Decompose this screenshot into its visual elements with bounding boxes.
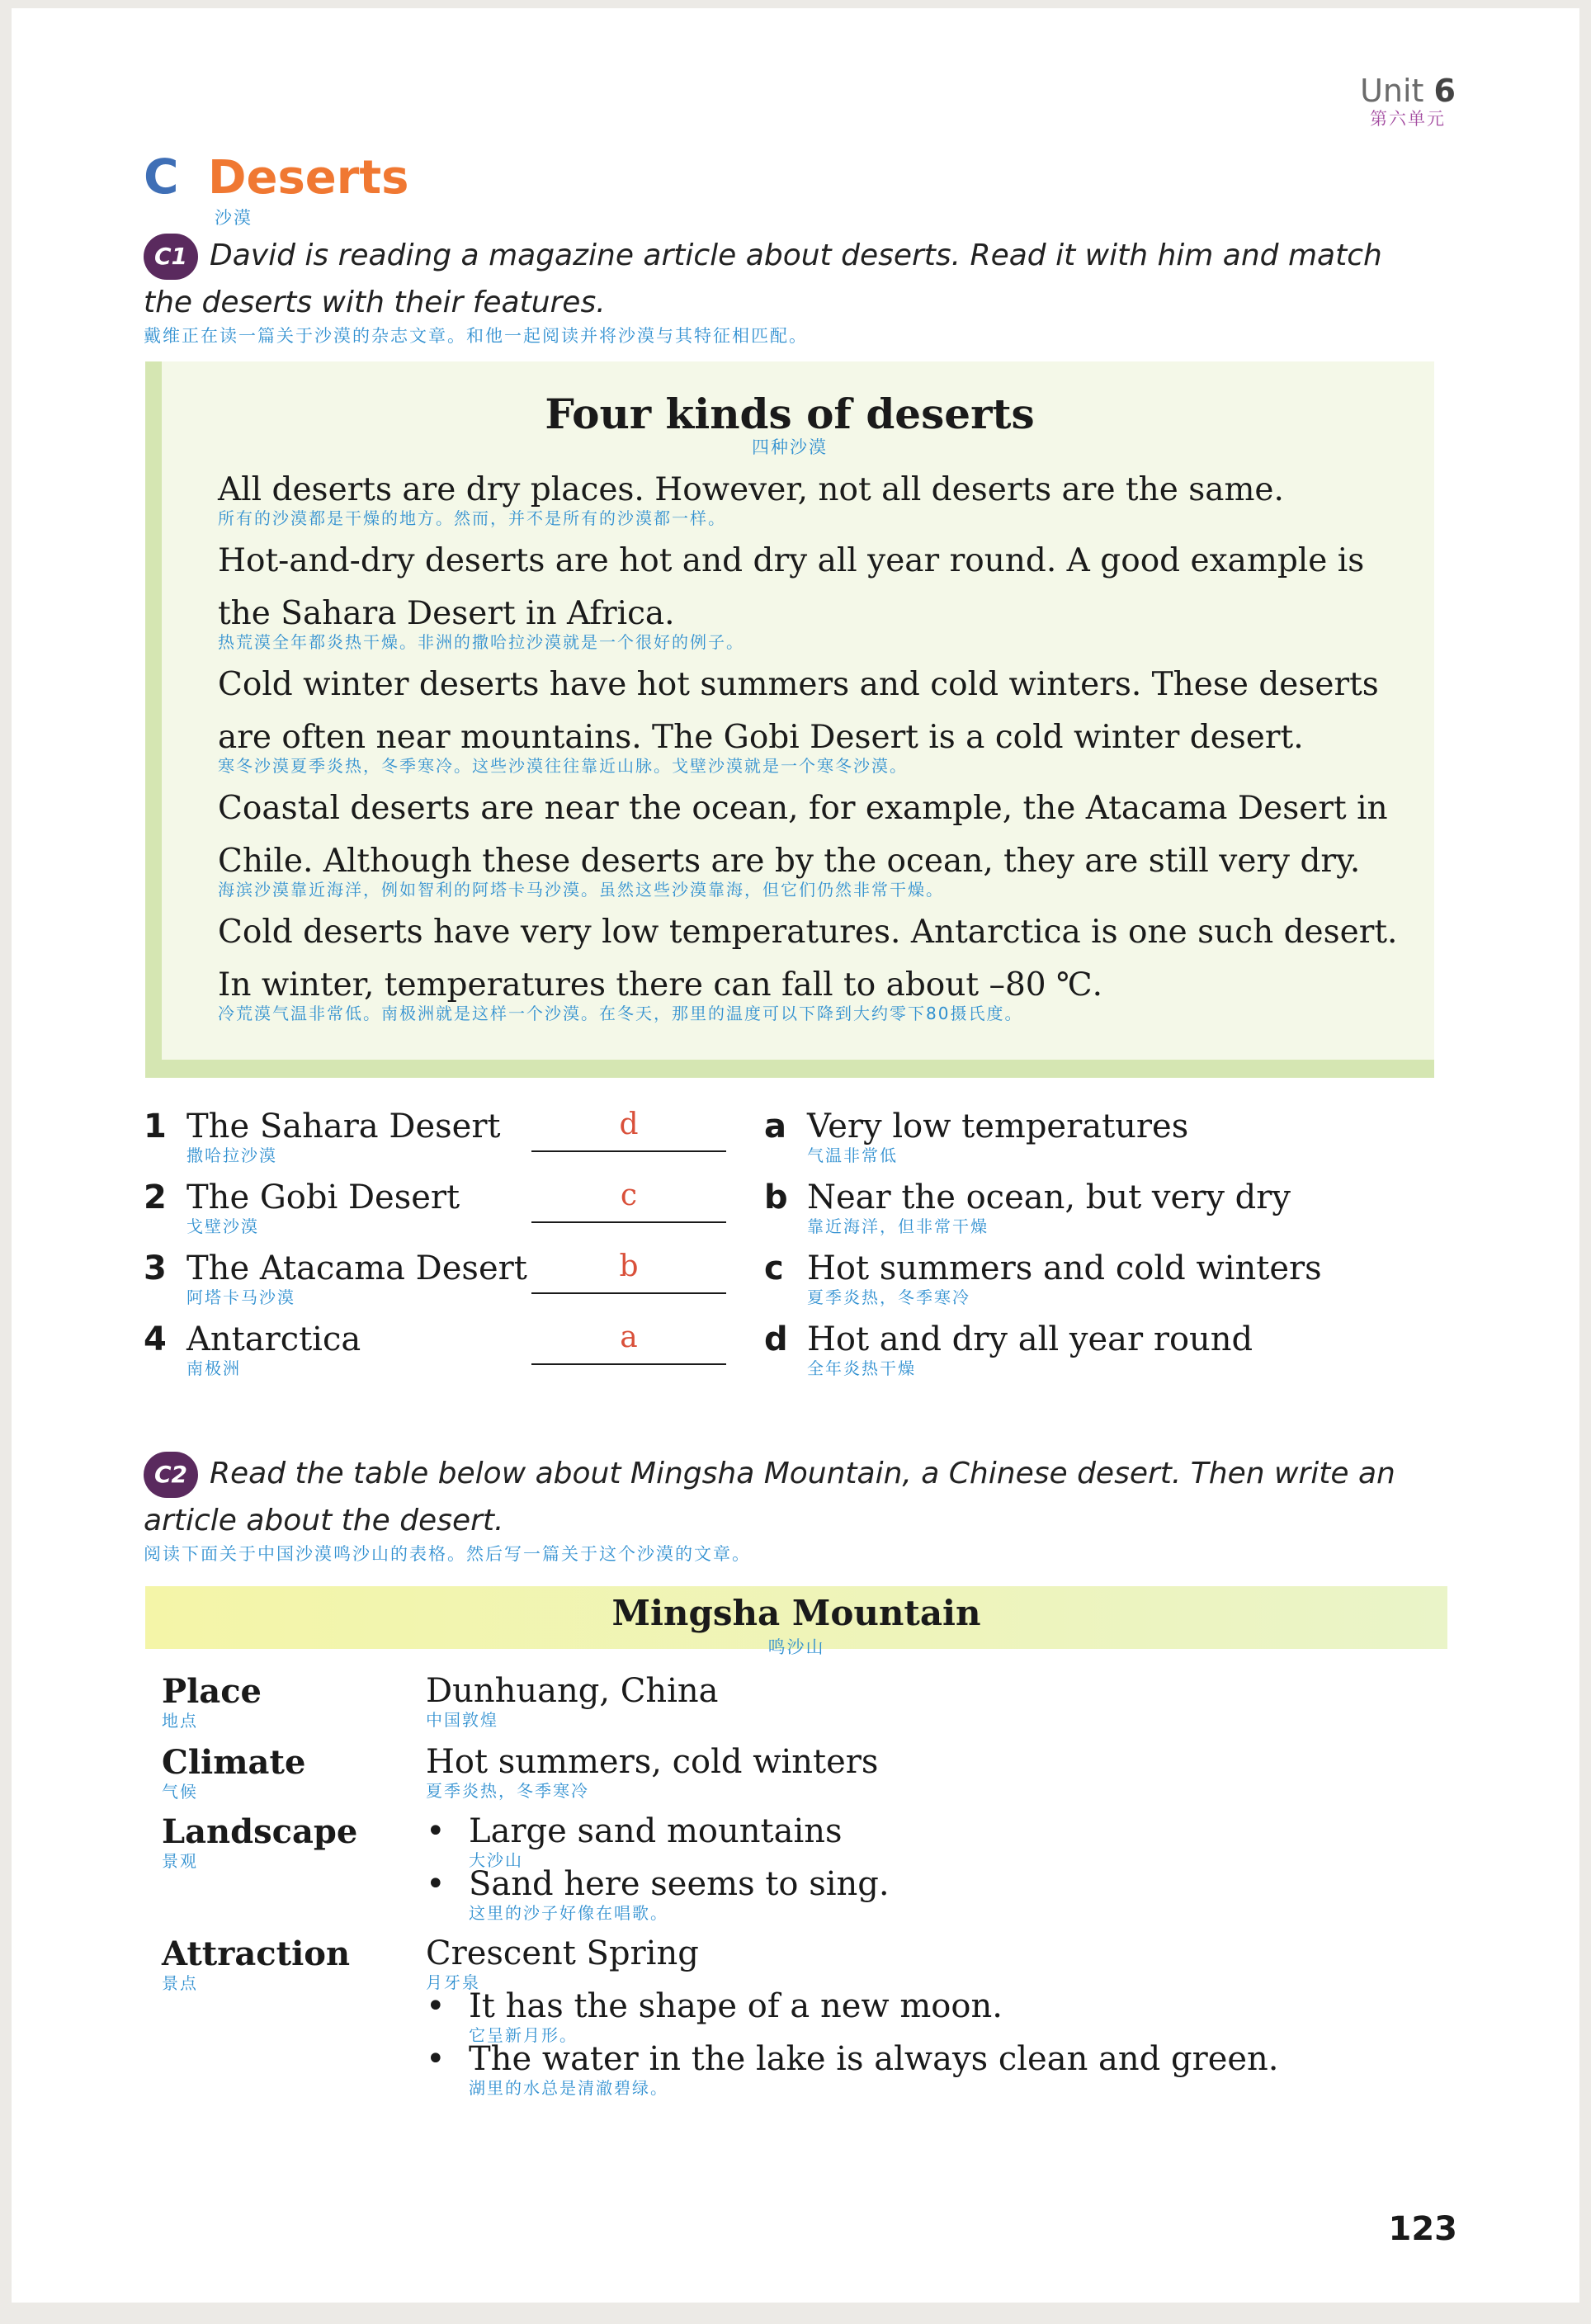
answer-blank-2[interactable]: c bbox=[531, 1179, 726, 1223]
c2-instruction-text: Read the table below about Mingsha Mountain, a Chinese desert. Then write an article about the desert. bbox=[144, 1457, 1395, 1538]
match-number: 1 bbox=[144, 1108, 167, 1145]
match-item-zh: 南极洲 bbox=[186, 1358, 241, 1378]
row-label-zh: 气候 bbox=[162, 1782, 198, 1802]
match-letter: b bbox=[764, 1179, 788, 1216]
match-feature-text: Hot and dry all year round bbox=[807, 1320, 1253, 1358]
match-right-a bbox=[764, 1108, 1424, 1165]
paragraph-zh: 热荒漠全年都炎热干燥。非洲的撒哈拉沙漠就是一个很好的例子。 bbox=[218, 632, 744, 652]
match-letter: d bbox=[764, 1320, 788, 1358]
match-left-3 bbox=[144, 1249, 540, 1307]
match-feature-zh: 夏季炎热，冬季寒冷 bbox=[807, 1287, 970, 1307]
row-label-landscape bbox=[162, 1812, 357, 1871]
c1-instruction-text: David is reading a magazine article about deserts. Read it with him and match the deserts with their features. bbox=[144, 239, 1382, 319]
match-feature-text: Hot summers and cold winters bbox=[807, 1249, 1322, 1287]
match-feature-text: Near the ocean, but very dry bbox=[807, 1179, 1291, 1216]
paragraph-text: Hot-and-dry deserts are hot and dry all year round. A good example is the Sahara Desert in Africa. bbox=[218, 542, 1365, 632]
article-bottom-border bbox=[145, 1060, 1434, 1078]
answer-blank-1[interactable]: d bbox=[531, 1108, 726, 1152]
row-value-place bbox=[426, 1672, 719, 1730]
c2-instruction-zh: 阅读下面关于中国沙漠鸣沙山的表格。然后写一篇关于这个沙漠的文章。 bbox=[144, 1544, 751, 1564]
row-value-text: Crescent Spring bbox=[426, 1934, 699, 1972]
article-left-border bbox=[145, 361, 162, 1078]
row-label-place bbox=[162, 1672, 262, 1731]
unit-label-zh: 第六单元 bbox=[1370, 109, 1447, 129]
paragraph-text: Cold deserts have very low temperatures. Antarctica is one such desert. In winter, temperatures there can fall to about –80 ℃. bbox=[218, 914, 1398, 1004]
match-feature-zh: 气温非常低 bbox=[807, 1145, 898, 1165]
row-value-attraction bbox=[426, 1934, 699, 1992]
bullet-text: The water in the lake is always clean and green. bbox=[469, 2040, 1279, 2078]
unit-label: Unit bbox=[1360, 73, 1424, 109]
unit-header bbox=[1360, 73, 1456, 130]
article-title-zh: 四种沙漠 bbox=[752, 437, 828, 457]
c2-instruction bbox=[144, 1451, 1431, 1565]
row-label-zh: 景点 bbox=[162, 1973, 198, 1993]
paragraph-zh: 所有的沙漠都是干燥的地方。然而，并不是所有的沙漠都一样。 bbox=[218, 508, 726, 528]
match-letter: a bbox=[764, 1108, 786, 1145]
match-right-d bbox=[764, 1320, 1424, 1378]
section-letter: C bbox=[144, 149, 179, 205]
unit-number: 6 bbox=[1433, 73, 1456, 109]
answer-blank-4[interactable]: a bbox=[531, 1320, 726, 1365]
attraction-bullet-1: • It has the shape of a new moon. 它呈新月形。 bbox=[426, 1987, 1003, 2045]
paragraph-zh: 冷荒漠气温非常低。南极洲就是这样一个沙漠。在冬天，那里的温度可以下降到大约零下80摄氏度。 bbox=[218, 1004, 1023, 1023]
article-paragraph-5 bbox=[218, 906, 1414, 1023]
row-label-text: Climate bbox=[162, 1743, 306, 1782]
bullet-zh: 湖里的水总是清澈碧绿。 bbox=[469, 2078, 668, 2098]
paragraph-zh: 海滨沙漠靠近海洋，例如智利的阿塔卡马沙漠。虽然这些沙漠靠海，但它们仍然非常干燥。 bbox=[218, 880, 944, 900]
paragraph-zh: 寒冬沙漠夏季炎热，冬季寒冷。这些沙漠往往靠近山脉。戈壁沙漠就是一个寒冬沙漠。 bbox=[218, 756, 908, 776]
bullet-zh: 大沙山 bbox=[469, 1850, 523, 1870]
row-label-text: Place bbox=[162, 1672, 262, 1711]
match-left-1 bbox=[144, 1108, 540, 1165]
paragraph-text: All deserts are dry places. However, not all deserts are the same. bbox=[218, 471, 1284, 508]
c1-badge: C1 bbox=[144, 234, 198, 280]
match-feature-text: Very low temperatures bbox=[807, 1108, 1189, 1145]
match-item-zh: 阿塔卡马沙漠 bbox=[186, 1287, 295, 1307]
match-feature-zh: 靠近海洋，但非常干燥 bbox=[807, 1216, 989, 1236]
match-item-zh: 撒哈拉沙漠 bbox=[186, 1145, 277, 1165]
row-label-attraction bbox=[162, 1934, 350, 1993]
match-item-text: The Gobi Desert bbox=[186, 1179, 460, 1216]
row-label-climate bbox=[162, 1743, 305, 1802]
match-item-text: The Sahara Desert bbox=[186, 1108, 501, 1145]
row-value-zh: 夏季炎热，冬季寒冷 bbox=[426, 1781, 589, 1801]
page-number: 123 bbox=[1388, 2210, 1457, 2248]
article-paragraph-1 bbox=[218, 464, 1414, 528]
match-letter: c bbox=[764, 1249, 784, 1287]
bullet-text: It has the shape of a new moon. bbox=[469, 1987, 1003, 2025]
article-paragraph-3 bbox=[218, 659, 1414, 776]
paragraph-text: Coastal deserts are near the ocean, for example, the Atacama Desert in Chile. Although these deserts are by the ocean, they are still very dry. bbox=[218, 790, 1388, 880]
c2-badge: C2 bbox=[144, 1452, 198, 1498]
landscape-bullet-2: • Sand here seems to sing. 这里的沙子好像在唱歌。 bbox=[426, 1865, 890, 1923]
article-paragraph-4 bbox=[218, 782, 1414, 900]
row-value-climate bbox=[426, 1743, 878, 1801]
bullet-text: Sand here seems to sing. bbox=[469, 1865, 890, 1903]
c1-instruction bbox=[144, 233, 1431, 347]
article-title: Four kinds of deserts bbox=[545, 390, 1035, 438]
row-label-text: Landscape bbox=[162, 1812, 358, 1851]
row-value-zh: 月牙泉 bbox=[426, 1972, 480, 1992]
attraction-bullet-2: • The water in the lake is always clean and green. 湖里的水总是清澈碧绿。 bbox=[426, 2040, 1279, 2098]
match-number: 4 bbox=[144, 1320, 167, 1358]
table-title-zh: 鸣沙山 bbox=[767, 1637, 825, 1657]
row-value-text: Dunhuang, China bbox=[426, 1672, 719, 1710]
match-item-zh: 戈壁沙漠 bbox=[186, 1216, 259, 1236]
textbook-page bbox=[12, 8, 1579, 2303]
match-right-b bbox=[764, 1179, 1424, 1236]
row-label-zh: 地点 bbox=[162, 1711, 198, 1731]
answer-blank-3[interactable]: b bbox=[531, 1249, 726, 1294]
row-label-zh: 景观 bbox=[162, 1851, 198, 1871]
section-title-zh: 沙漠 bbox=[215, 208, 253, 228]
row-label-text: Attraction bbox=[162, 1934, 351, 1973]
section-heading bbox=[144, 149, 409, 229]
match-left-2 bbox=[144, 1179, 540, 1236]
match-item-text: Antarctica bbox=[186, 1320, 361, 1358]
match-number: 3 bbox=[144, 1249, 167, 1287]
match-feature-zh: 全年炎热干燥 bbox=[807, 1358, 916, 1378]
bullet-zh: 这里的沙子好像在唱歌。 bbox=[469, 1903, 668, 1923]
match-number: 2 bbox=[144, 1179, 167, 1216]
article-paragraph-2 bbox=[218, 535, 1414, 652]
bullet-text: Large sand mountains bbox=[469, 1812, 843, 1850]
landscape-bullet-1: • Large sand mountains 大沙山 bbox=[426, 1812, 843, 1870]
c1-instruction-zh: 戴维正在读一篇关于沙漠的杂志文章。和他一起阅读并将沙漠与其特征相匹配。 bbox=[144, 326, 808, 346]
section-title: Deserts bbox=[208, 151, 409, 205]
match-left-4 bbox=[144, 1320, 540, 1378]
match-right-c bbox=[764, 1249, 1424, 1307]
match-item-text: The Atacama Desert bbox=[186, 1249, 527, 1287]
table-title: Mingsha Mountain bbox=[611, 1593, 981, 1633]
bullet-zh: 它呈新月形。 bbox=[469, 2025, 578, 2045]
article-box bbox=[145, 361, 1434, 1078]
paragraph-text: Cold winter deserts have hot summers and cold winters. These deserts are often near mountains. The Gobi Desert is a cold winter desert. bbox=[218, 666, 1379, 756]
row-value-zh: 中国敦煌 bbox=[426, 1710, 498, 1730]
row-value-text: Hot summers, cold winters bbox=[426, 1743, 879, 1781]
